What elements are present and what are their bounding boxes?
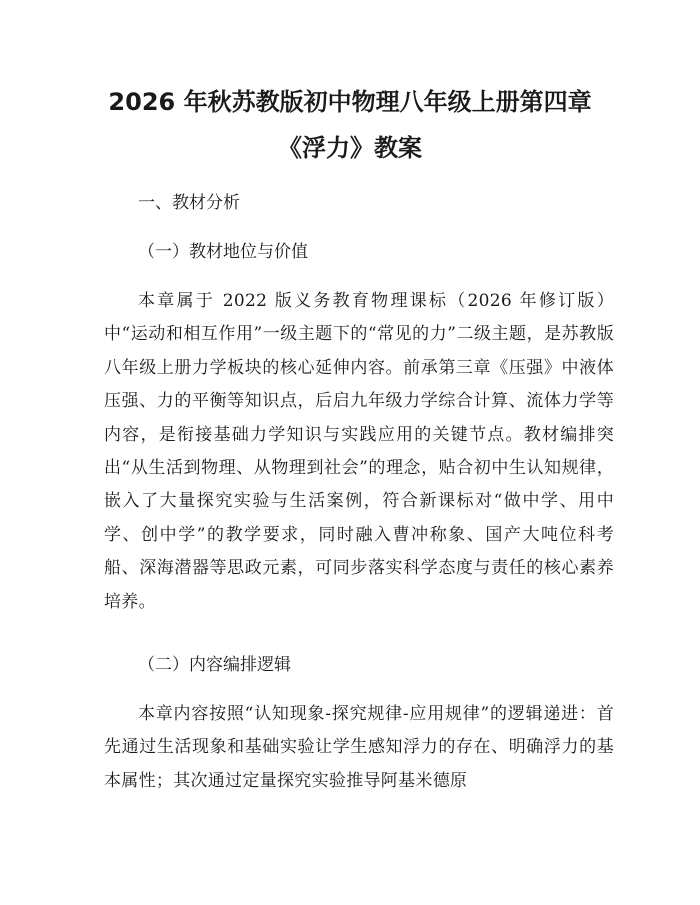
section-heading-teaching-material-analysis: 一、教材分析 [138,193,240,213]
subsection-heading-content-logic: （二）内容编排逻辑 [138,655,291,675]
document-title-line-2: 《浮力》教案 [278,134,422,162]
paragraph-content-logic: 本章内容按照“认知现象-探究规律-应用规律”的逻辑递进：首先通过生活现象和基础实验让学生感知浮力的存在、明确浮力的基本属性；其次通过定量探究实验推导阿基米德原 [104,704,614,791]
subsection-heading-position-and-value: （一）教材地位与价值 [138,242,308,262]
paragraph-position-and-value: 本章属于 2022 版义务教育物理课标（2026 年修订版）中“运动和相互作用”一级主题下的“常见的力”二级主题，是苏教版八年级上册力学板块的核心延伸内容。前承第三章《压强》中液体压强、力的平衡等知识点，后启九年级力学综合计算、流体力学等内容，是衔接基础力学知识与实践应用的关键节点。教材编排突出“从生活到物理、从物理到社会”的理念，贴合初中生认知规律，嵌入了大量探究实验与生活案例，符合新课标对“做中学、用中学、创中学”的教学要求，同时融入曹冲称象、国产大吨位科考船、深海潜器等思政元素，可同步落实科学态度与责任的核心素养培养。 [104,291,614,612]
document-title-line-1: 2026 年秋苏教版初中物理八年级上册第四章 [108,88,592,116]
